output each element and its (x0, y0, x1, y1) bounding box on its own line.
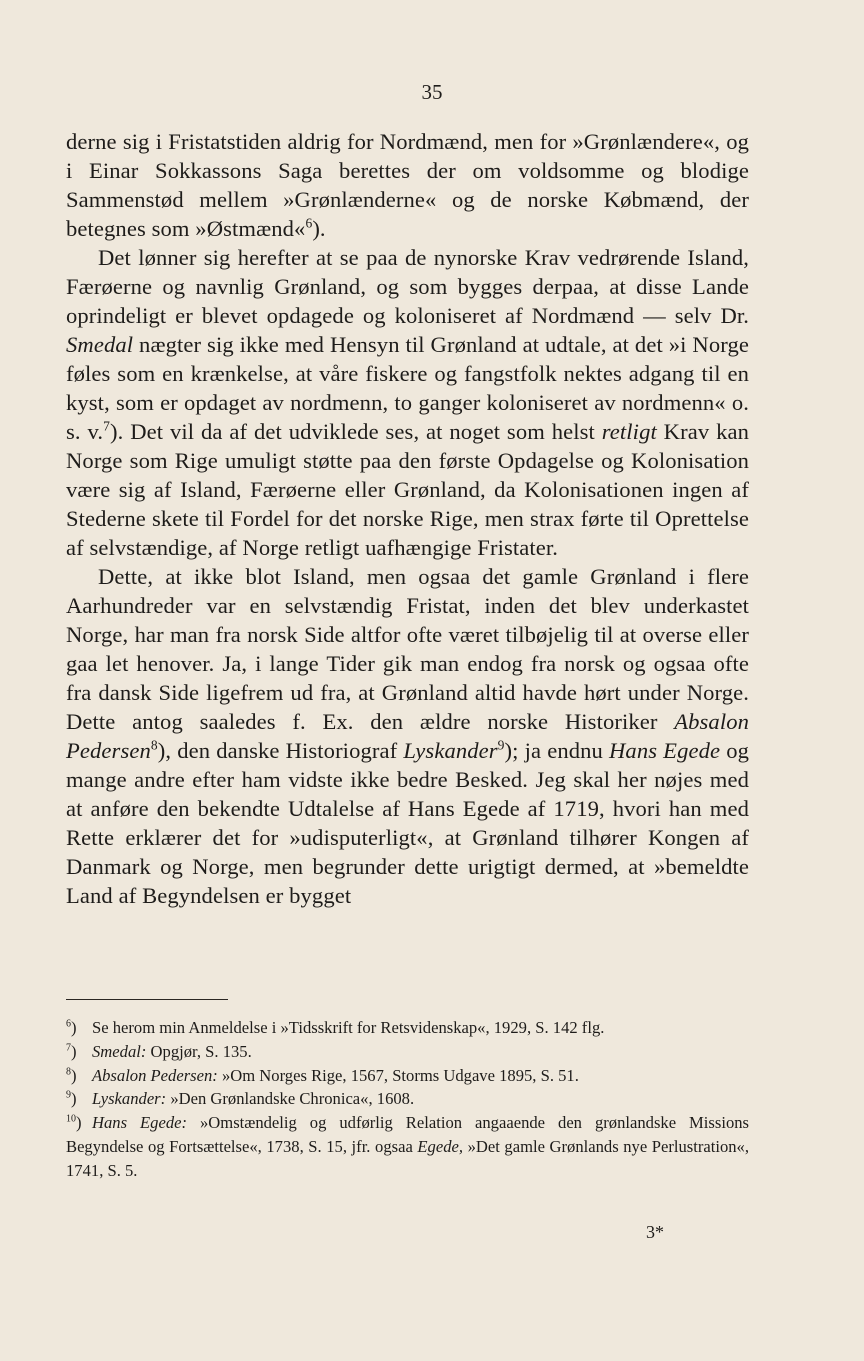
body-text (66, 127, 749, 910)
text-run: ). Det vil da af det udviklede ses, at noget som helst (110, 419, 602, 444)
footnote-mark: $^8$) (66, 1065, 77, 1085)
paragraph (66, 243, 749, 562)
footnote-mark: $^6$) (66, 1018, 77, 1037)
text-run: Det lønner sig herefter at se paa de nynorske Krav vedrørende Island, Færøerne og navnlig Grønland, og som bygges derpaa, at disse Lande oprindeligt er blevet opdagede og koloniseret af Nordmænd — selv Dr. (66, 245, 749, 328)
footnote-reference: 6 (305, 215, 313, 231)
signature-mark: 3* (646, 1222, 664, 1242)
page-number: 35 (421, 80, 443, 104)
text-run: Krav kan Norge som Rige umuligt støtte paa den første Opdagelse og Kolonisation være sig af Island, Færøerne eller Grønland, da Kolonisationen ingen af Stederne skete til Fordel for det norske Rige, men strax førte til Oprettelse af selvstændige, af Norge retligt uafhængige Fristater. (66, 419, 750, 560)
footnote-reference: 8 (150, 737, 158, 753)
footnote-reference: 9 (497, 737, 505, 753)
footnote (66, 1016, 749, 1040)
paragraph (66, 562, 749, 910)
paragraph (66, 127, 749, 243)
footnote-mark: $^{10}$) (66, 1113, 82, 1133)
footnotes (66, 1016, 749, 1183)
italic-text: Absalon Pedersen (66, 709, 749, 763)
text-run: Opgjør, S. 135. (146, 1041, 252, 1061)
text-run: nægter sig ikke med Hensyn til Grønland at udtale, at det »i Norge føles som en krænkelse, at våre fiskere og fangstfolk nektes adgang til en kyst, som er opdaget av nordmenn, to ganger koloniseret av nordmenn« o. s. v. (66, 332, 749, 444)
text-run: »Det gamle Grønlands nye Perlustration«, 1741, S. 5. (66, 1136, 749, 1180)
footnote-reference: 7 (103, 418, 111, 434)
text-run: ). (312, 216, 326, 241)
text-run: ); ja endnu (504, 738, 609, 763)
italic-text: Smedal (66, 332, 134, 357)
text-run: »Den Grønlandske Chronica«, 1608. (166, 1089, 415, 1109)
italic-text: Absalon Pedersen: (92, 1065, 218, 1085)
italic-text: Lyskander (403, 738, 498, 763)
text-run: derne sig i Fristatstiden aldrig for Nordmænd, men for »Grønlændere«, og i Einar Sokkassons Saga berettes der om voldsomme og blodige Sammenstød mellem »Grønlænderne« og de norske Købmænd, der betegnes som »Østmænd« (66, 129, 749, 241)
italic-text: Hans Egede: (92, 1113, 188, 1133)
footnote-separator (66, 999, 228, 1000)
text-run: ), den danske Historiograf (157, 738, 404, 763)
text-run: »Omstændelig og udførlig Relation angaaende den grønlandske Missions Begyndelse og Fortsættelse«, 1738, S. 15, jfr. ogsaa (66, 1113, 749, 1156)
italic-text: retligt (601, 419, 657, 444)
text-run: Se herom min Anmeldelse i »Tidsskrift for Retsvidenskap«, 1929, S. 142 flg. (92, 1018, 605, 1037)
footnote (66, 1087, 749, 1111)
text-run: Dette, at ikke blot Island, men ogsaa det gamle Grønland i flere Aarhundreder var en selvstændig Fristat, inden det blev underkastet Norge, har man fra norsk Side altfor ofte været tilbøjelig til at overse eller gaa let henover. Ja, i lange Tider gik man endog fra norsk og ogsaa ofte fra dansk Side ligefrem ud fra, at Grønland altid havde hørt under Norge. Dette antog saaledes f. Ex. den ældre norske Historiker (66, 564, 749, 734)
italic-text: Egede, (417, 1136, 463, 1156)
footnote (66, 1064, 749, 1088)
footnote (66, 1111, 749, 1182)
footnote (66, 1040, 749, 1064)
italic-text: Lyskander: (92, 1089, 167, 1109)
footnote-mark: $^9$) (66, 1089, 77, 1109)
italic-text: Hans Egede (609, 738, 721, 763)
footnote-mark: $^7$) (66, 1041, 77, 1061)
text-run: og mange andre efter ham vidste ikke bedre Besked. Jeg skal her nøjes med at anføre den bekendte Udtalelse af Hans Egede af 1719, hvori han med Rette erklærer det for »udisputerligt«, at Grønland tilhører Kongen af Danmark og Norge, men begrunder dette urigtigt dermed, at »bemeldte Land af Begyndelsen er bygget (66, 738, 750, 908)
italic-text: Smedal: (92, 1041, 147, 1061)
text-run: »Om Norges Rige, 1567, Storms Udgave 1895, S. 51. (217, 1065, 579, 1085)
